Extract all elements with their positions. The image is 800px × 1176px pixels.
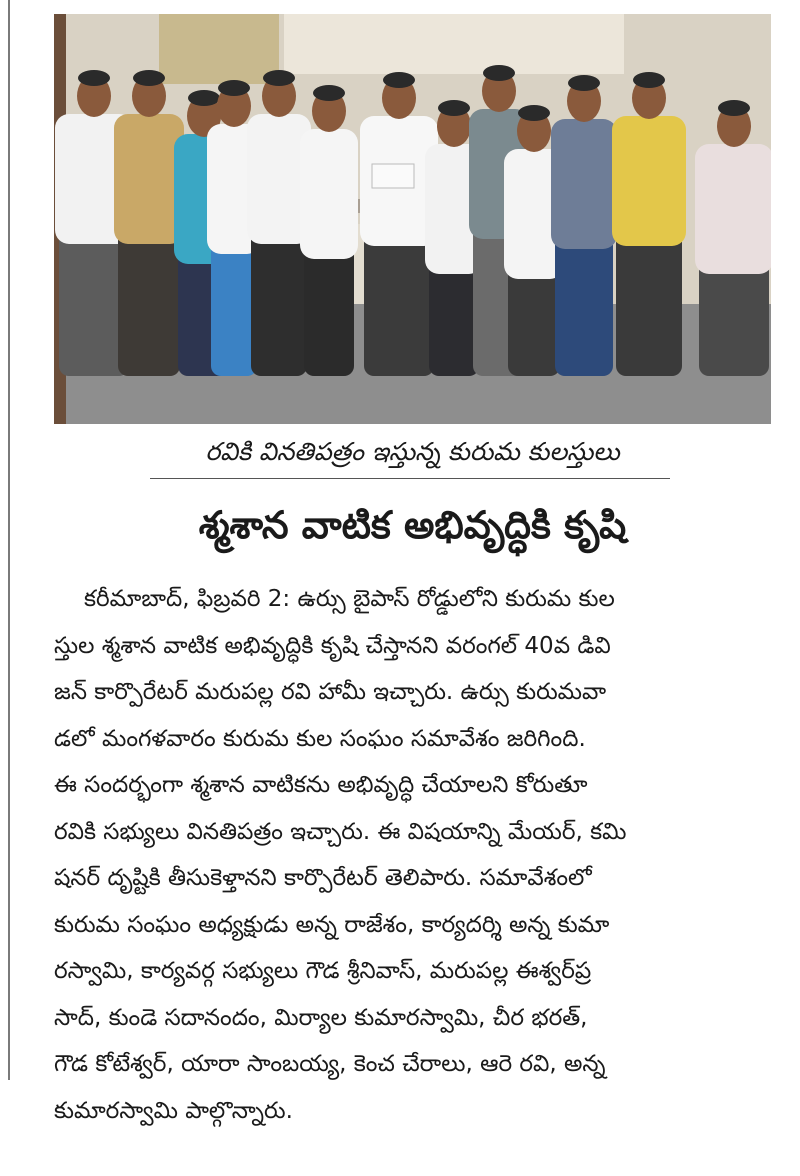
person-hair: [518, 105, 550, 121]
cloth-banner: [284, 14, 624, 74]
person-hair: [133, 70, 165, 86]
caption-divider: [150, 478, 670, 479]
group-photo-illustration: [54, 14, 771, 424]
petition-paper: [372, 164, 414, 188]
person-hair: [78, 70, 110, 86]
news-photo: [54, 14, 771, 424]
person-hair: [188, 90, 220, 106]
person-hair: [483, 65, 515, 81]
person-hair: [218, 80, 250, 96]
photo-caption: రవికి వినతిపత్రం ఇస్తున్న కురుమ కులస్తులు: [205, 437, 620, 466]
person-hair: [438, 100, 470, 116]
body-line: జన్ కార్పొరేటర్ మరుపల్ల రవి హామీ ఇచ్చారు. ఉర్సు కురుమవా: [54, 679, 607, 705]
person-hair: [568, 75, 600, 91]
body-line: కురుమ సంఘం అధ్యక్షుడు అన్న రాజేశం, కార్యదర్శి అన్న కుమా: [54, 911, 610, 938]
body-line: రవికి సభ్యులు వినతిపత్రం ఇచ్చారు. ఈ విషయాన్ని మేయర్, కమి: [54, 818, 627, 845]
person-shirt: [612, 116, 686, 246]
person-shirt: [300, 129, 358, 259]
person-hair: [383, 72, 415, 88]
body-line: రస్వామి, కార్యవర్గ సభ్యులు గౌడ శ్రీనివాస్, మరుపల్ల ఈశ్వర్‌ప్ర: [54, 958, 592, 984]
person-hair: [633, 72, 665, 88]
person-shirt: [695, 144, 771, 274]
article-headline: శ్మశాన వాటిక అభివృద్ధికి కృషి: [198, 503, 627, 547]
notice-board: [159, 14, 279, 84]
column-rule: [8, 0, 10, 1080]
person-shirt: [114, 114, 184, 244]
body-line: షనర్ దృష్టికి తీసుకెళ్తానని కార్పొరేటర్ తెలిపారు. సమావేశంలో: [54, 865, 592, 891]
body-line: సాద్, కుండె సదానందం, మిర్యాల కుమారస్వామి, చీర భరత్,: [54, 1004, 588, 1031]
person-hair: [718, 100, 750, 116]
body-line: డలో మంగళవారం కురుమ కుల సంఘం సమావేశం జరిగింది.: [54, 725, 586, 752]
person-shirt: [551, 119, 617, 249]
body-line: కరీమాబాద్, ఫిబ్రవరి 2: ఉర్సు బైపాస్ రోడ్డులోని కురుమ కుల: [84, 586, 615, 612]
body-line: గౌడ కోటేశ్వర్, యారా సాంబయ్య, కెంచ చేరాలు, ఆరె రవి, అన్న: [54, 1051, 606, 1077]
person-hair: [263, 70, 295, 86]
body-line: ఈ సందర్భంగా శ్మశాన వాటికను అభివృద్ధి చేయాలని కోరుతూ: [54, 772, 588, 798]
body-line: స్తుల శ్మశాన వాటిక అభివృద్ధికి కృషి చేస్తానని వరంగల్ 40వ డివి: [54, 632, 611, 659]
article-body: [54, 576, 774, 1134]
person-hair: [313, 85, 345, 101]
body-line: కుమారస్వామి పాల్గొన్నారు.: [54, 1097, 293, 1124]
